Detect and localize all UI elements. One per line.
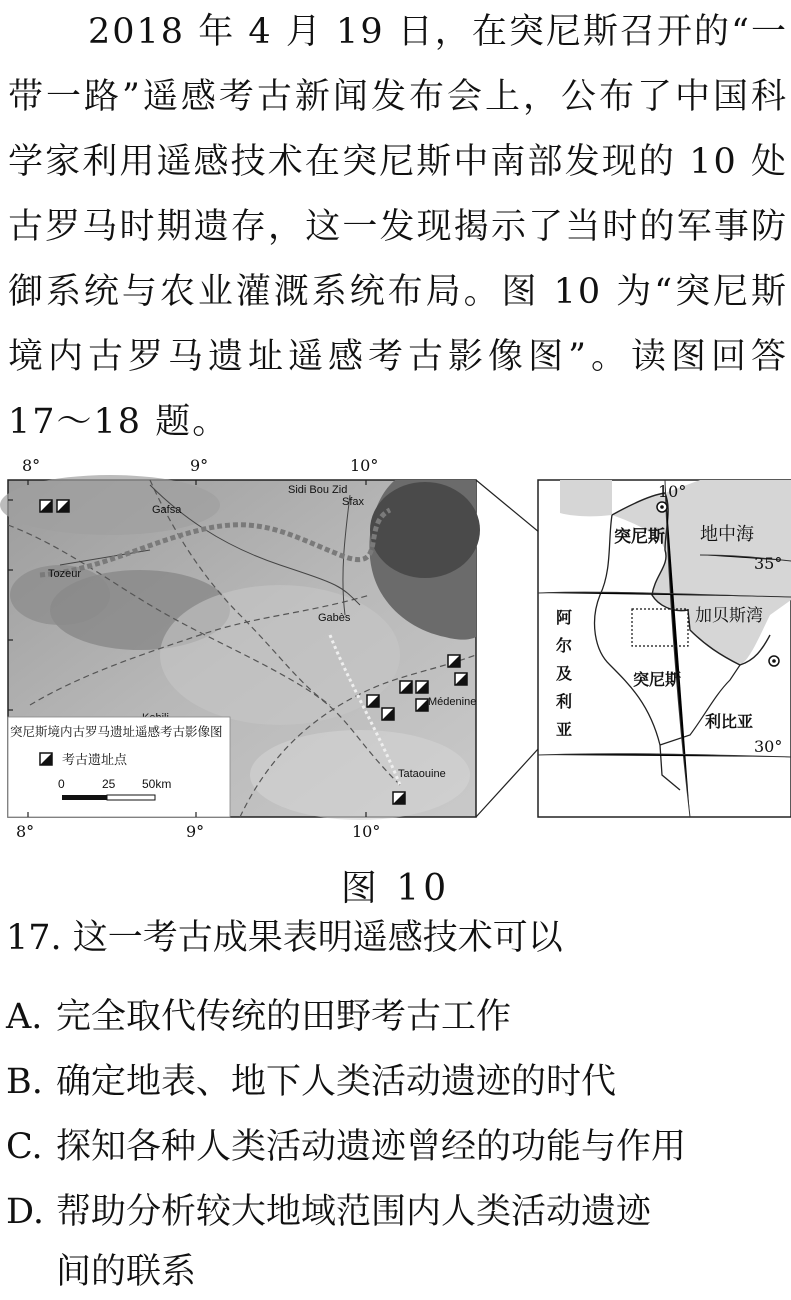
label-tunis-city: 突尼斯 [614,527,665,547]
option-c-text: 探知各种人类活动遗迹曾经的功能与作用 [56,1127,687,1167]
label-algeria-3: 及 [556,664,573,683]
label-mediterranean: 地中海 [700,524,754,545]
site-marker [367,695,379,707]
site-marker [400,681,412,693]
site-marker [448,655,460,667]
lon-bottom-9: 9° [186,822,205,841]
legend-label: 考古遗址点 [62,753,128,768]
locator-map [538,480,791,817]
legend-inset [8,717,230,817]
option-a-text: 完全取代传统的田野考古工作 [56,997,512,1037]
scale-label-50: 50km [142,777,172,791]
scale-bar-light [107,795,155,800]
option-b [6,1062,616,1102]
site-marker [57,500,69,512]
figure-10 [0,455,791,850]
lat-35-label: 35° [754,554,783,573]
lon-top-8: 8° [22,456,41,475]
label-libya: 利比亚 [705,712,754,731]
option-a [6,997,511,1037]
lon-top-10: 10° [350,456,379,475]
lon-bottom-8: 8° [16,822,35,841]
scale-label-25: 25 [102,777,116,791]
label-algeria-4: 利 [556,692,573,711]
scale-label-0: 0 [58,777,65,791]
label-algeria-2: 尔 [556,636,573,655]
lat-30-label: 30° [754,737,783,756]
place-tataouine: Tataouine [398,768,446,780]
option-c [6,1127,686,1167]
place-sidi-bou-zid: Sidi Bou Zid [288,484,348,496]
site-marker [416,681,428,693]
option-d-mark: D. [6,1192,44,1232]
question-stem-text: 17. 这一考古成果表明遥感技术可以 [6,918,563,958]
place-gafsa: Gafsa [152,504,182,516]
inset-title: 突尼斯境内古罗马遗址遥感考古影像图 [10,724,223,739]
option-d-continued [6,1252,196,1292]
lon-10-label: 10° [658,482,687,501]
scale-bar-dark [62,795,107,800]
intro-paragraph [8,0,788,455]
option-d [6,1192,651,1232]
option-d-cont-text: 间的联系 [56,1252,197,1292]
legend-marker [40,753,52,765]
question-stem [6,918,563,958]
site-marker [416,699,428,711]
figure-caption: 图 10 [340,868,451,909]
option-b-text: 确定地表、地下人类活动遗迹的时代 [56,1062,617,1102]
label-algeria-5: 亚 [556,720,573,739]
site-marker [393,792,405,804]
satellite-map [0,456,480,841]
option-d-text: 帮助分析较大地域范围内人类活动遗迹 [56,1192,652,1232]
label-algeria-1: 阿 [556,608,573,627]
label-gabes-bay: 加贝斯湾 [695,606,763,626]
intro-text: 2018 年 4 月 19 日，在突尼斯召开的“一带一路”遥感考古新闻发布会上，公布了中国科学家利用遥感技术在突尼斯中南部发现的 10 处古罗马时期遗存，这一发现揭示了当时的军事防御系统与农业灌溉系统布局。图 10 为“突尼斯境内古罗马遗址遥感考古影像图”。读图回答 17～18 题。 [8,12,788,442]
option-a-mark: A. [6,997,43,1037]
lon-bottom-10: 10° [352,822,381,841]
place-medenine: Médenine [428,696,477,708]
site-marker [40,500,52,512]
figure-maps [0,455,791,850]
option-b-mark: B. [6,1062,43,1102]
lon-top-9: 9° [190,456,209,475]
site-marker [455,673,467,685]
place-gabes: Gabès [318,612,351,624]
site-marker [382,708,394,720]
place-tozeur: Tozeur [48,568,82,580]
place-sfax: Sfax [342,496,365,508]
option-c-mark: C. [6,1127,43,1167]
label-tunisia-country: 突尼斯 [633,670,682,689]
